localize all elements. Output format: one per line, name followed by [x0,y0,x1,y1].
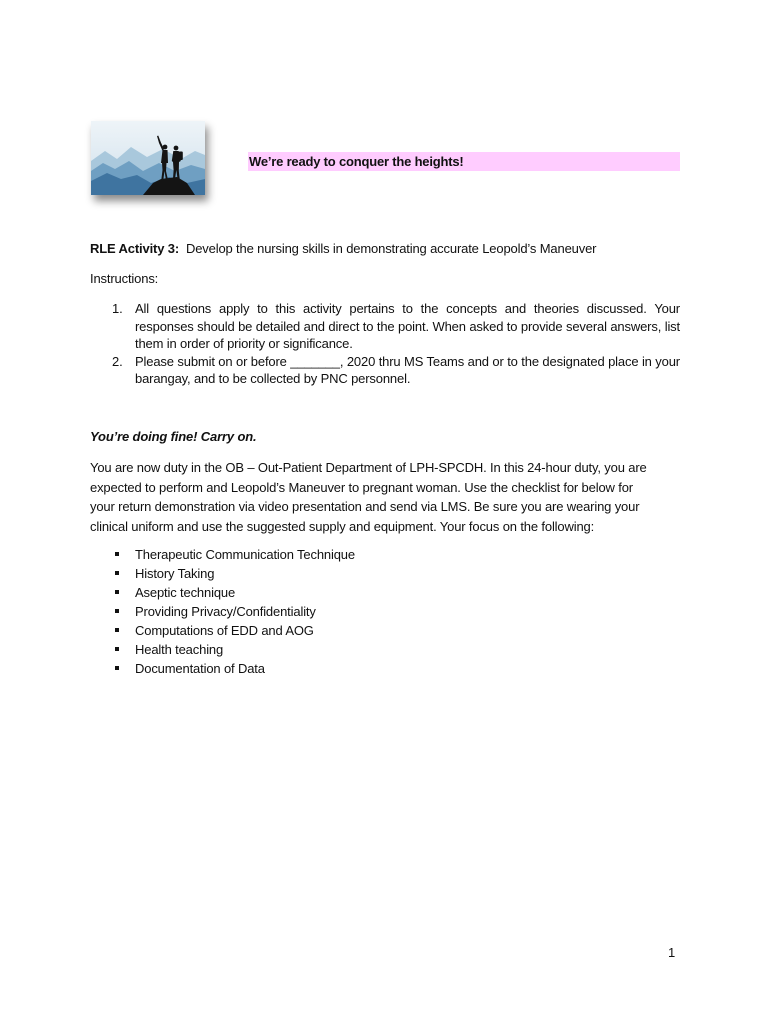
focus-list [90,545,355,678]
activity-description: Develop the nursing skills in demonstrating accurate Leopold’s Maneuver [185,241,597,256]
bullet-icon [115,647,119,651]
mountain-climbers-image [91,121,205,195]
instruction-number: 2. [112,353,123,369]
list-item-text: Providing Privacy/Confidentiality [135,604,316,619]
list-item [90,621,355,640]
list-item-text: History Taking [135,566,215,581]
list-item [90,545,355,564]
activity-heading [90,240,680,258]
list-item [90,602,355,621]
instructions-list [90,300,680,388]
bullet-icon [115,628,119,632]
bullet-icon [115,590,119,594]
instruction-number: 1. [112,301,123,316]
instruction-text: Please submit on or before _______, 2020 thru MS Teams and or to the designated place in your barangay, and to be collected by PNC personnel. [135,353,680,386]
instruction-item [90,300,680,353]
bullet-icon [115,666,119,670]
instructions-label: Instructions: [90,271,159,286]
instruction-item [90,353,680,388]
bullet-icon [115,552,119,556]
bullet-icon [115,571,119,575]
list-item-text: Computations of EDD and AOG [135,623,314,638]
list-item [90,640,355,659]
duty-paragraph: You are now duty in the OB – Out-Patient Department of LPH-SPCDH. In this 24-hour duty, you are expected to perform and Leopold’s Maneuver to pregnant woman. Use the checklist for below for your return demonstration via video presentation and send via LMS. Be sure you are wearing your clinical uniform and use the suggested supply and equipment. Your focus on the following: [90,460,647,534]
list-item-text: Health teaching [135,642,224,657]
list-item [90,583,355,602]
activity-label: RLE Activity 3: [90,241,180,256]
list-item [90,564,355,583]
instruction-text: All questions apply to this activity pertains to the concepts and theories discussed. Your responses should be detailed and direct to the point. When asked to provide several answers, list them in order of priority or significance. [135,301,680,351]
list-item-text: Documentation of Data [135,661,265,676]
list-item-text: Therapeutic Communication Technique [135,547,355,562]
list-item [90,659,355,678]
page-number: 1 [668,945,676,960]
bullet-icon [115,609,119,613]
motto-banner: We’re ready to conquer the heights! [248,152,680,171]
list-item-text: Aseptic technique [135,585,236,600]
encouragement-heading: You’re doing fine! Carry on. [90,429,257,444]
